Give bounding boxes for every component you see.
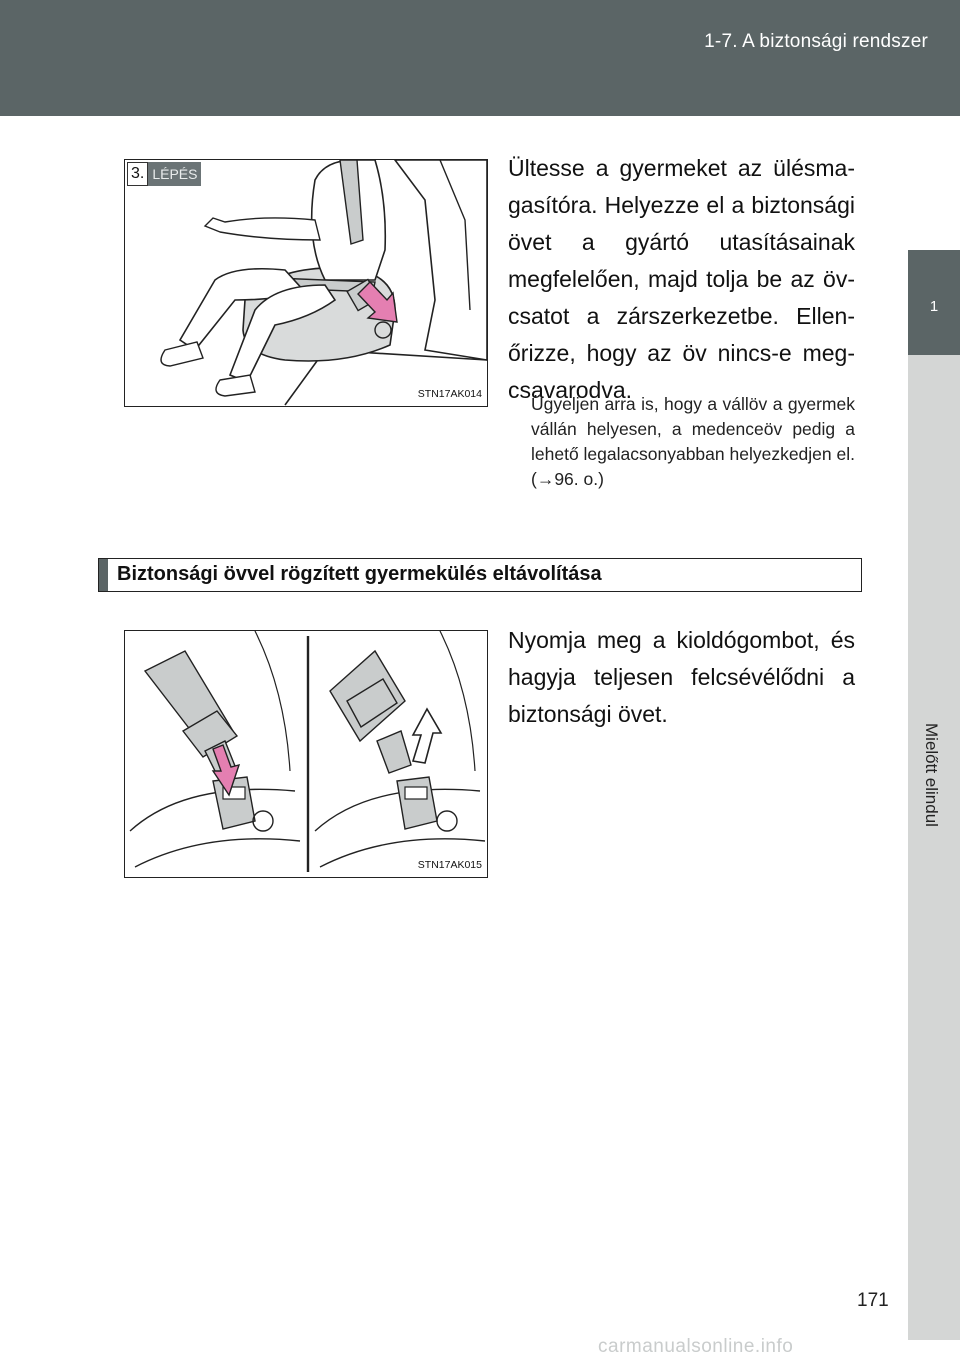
note-text: Ügyeljen arra is, hogy a vállöv a gyermek vállán helyesen, a medenceöv pedig a lehető legalacsonyabban helyezkedjen el. (531, 394, 855, 464)
step-number: 3. (127, 162, 148, 186)
figure-code: STN17AK014 (417, 388, 482, 400)
header-band (0, 0, 960, 116)
booster-seat-illustration (124, 159, 488, 407)
step3-instruction: Ültesse a gyermeket az ülésmagasítóra. Helyezze el a biztonsági övet a gyártó utasításainak megfelelően, majd tolja be az övcsatot a zárszerkezetbe. Ellenőrizze, hogy az öv nincs-e megcsavarodva. (508, 155, 855, 403)
heading-marker (99, 559, 108, 591)
buckle-release-illustration (124, 630, 488, 878)
step-label: LÉPÉS (148, 162, 201, 186)
removal-instruction: Nyomja meg a kioldógombot, és hagyja teljesen felcsévélődni a biztonsági övet. (508, 627, 855, 727)
chapter-side-strip (908, 355, 960, 1340)
chapter-number: 1 (929, 298, 939, 315)
chapter-tab[interactable] (908, 250, 960, 355)
chapter-title: Mielőtt elindul (922, 723, 941, 827)
figure-code: STN17AK015 (417, 859, 482, 871)
section-heading-bar (98, 558, 862, 592)
watermark: carmanualsonline.info (598, 1336, 794, 1357)
step-badge (127, 162, 201, 186)
page-number: 171 (857, 1290, 889, 1311)
section-title: 1-7. A biztonsági rendszer (704, 31, 928, 52)
booster-seat-drawing (125, 160, 487, 406)
buckle-release-drawing (125, 631, 487, 877)
page-reference[interactable]: (→96. o.) (531, 469, 604, 489)
section-heading: Biztonsági övvel rögzített gyermekülés eltávolítása (117, 563, 602, 585)
note (531, 392, 855, 492)
